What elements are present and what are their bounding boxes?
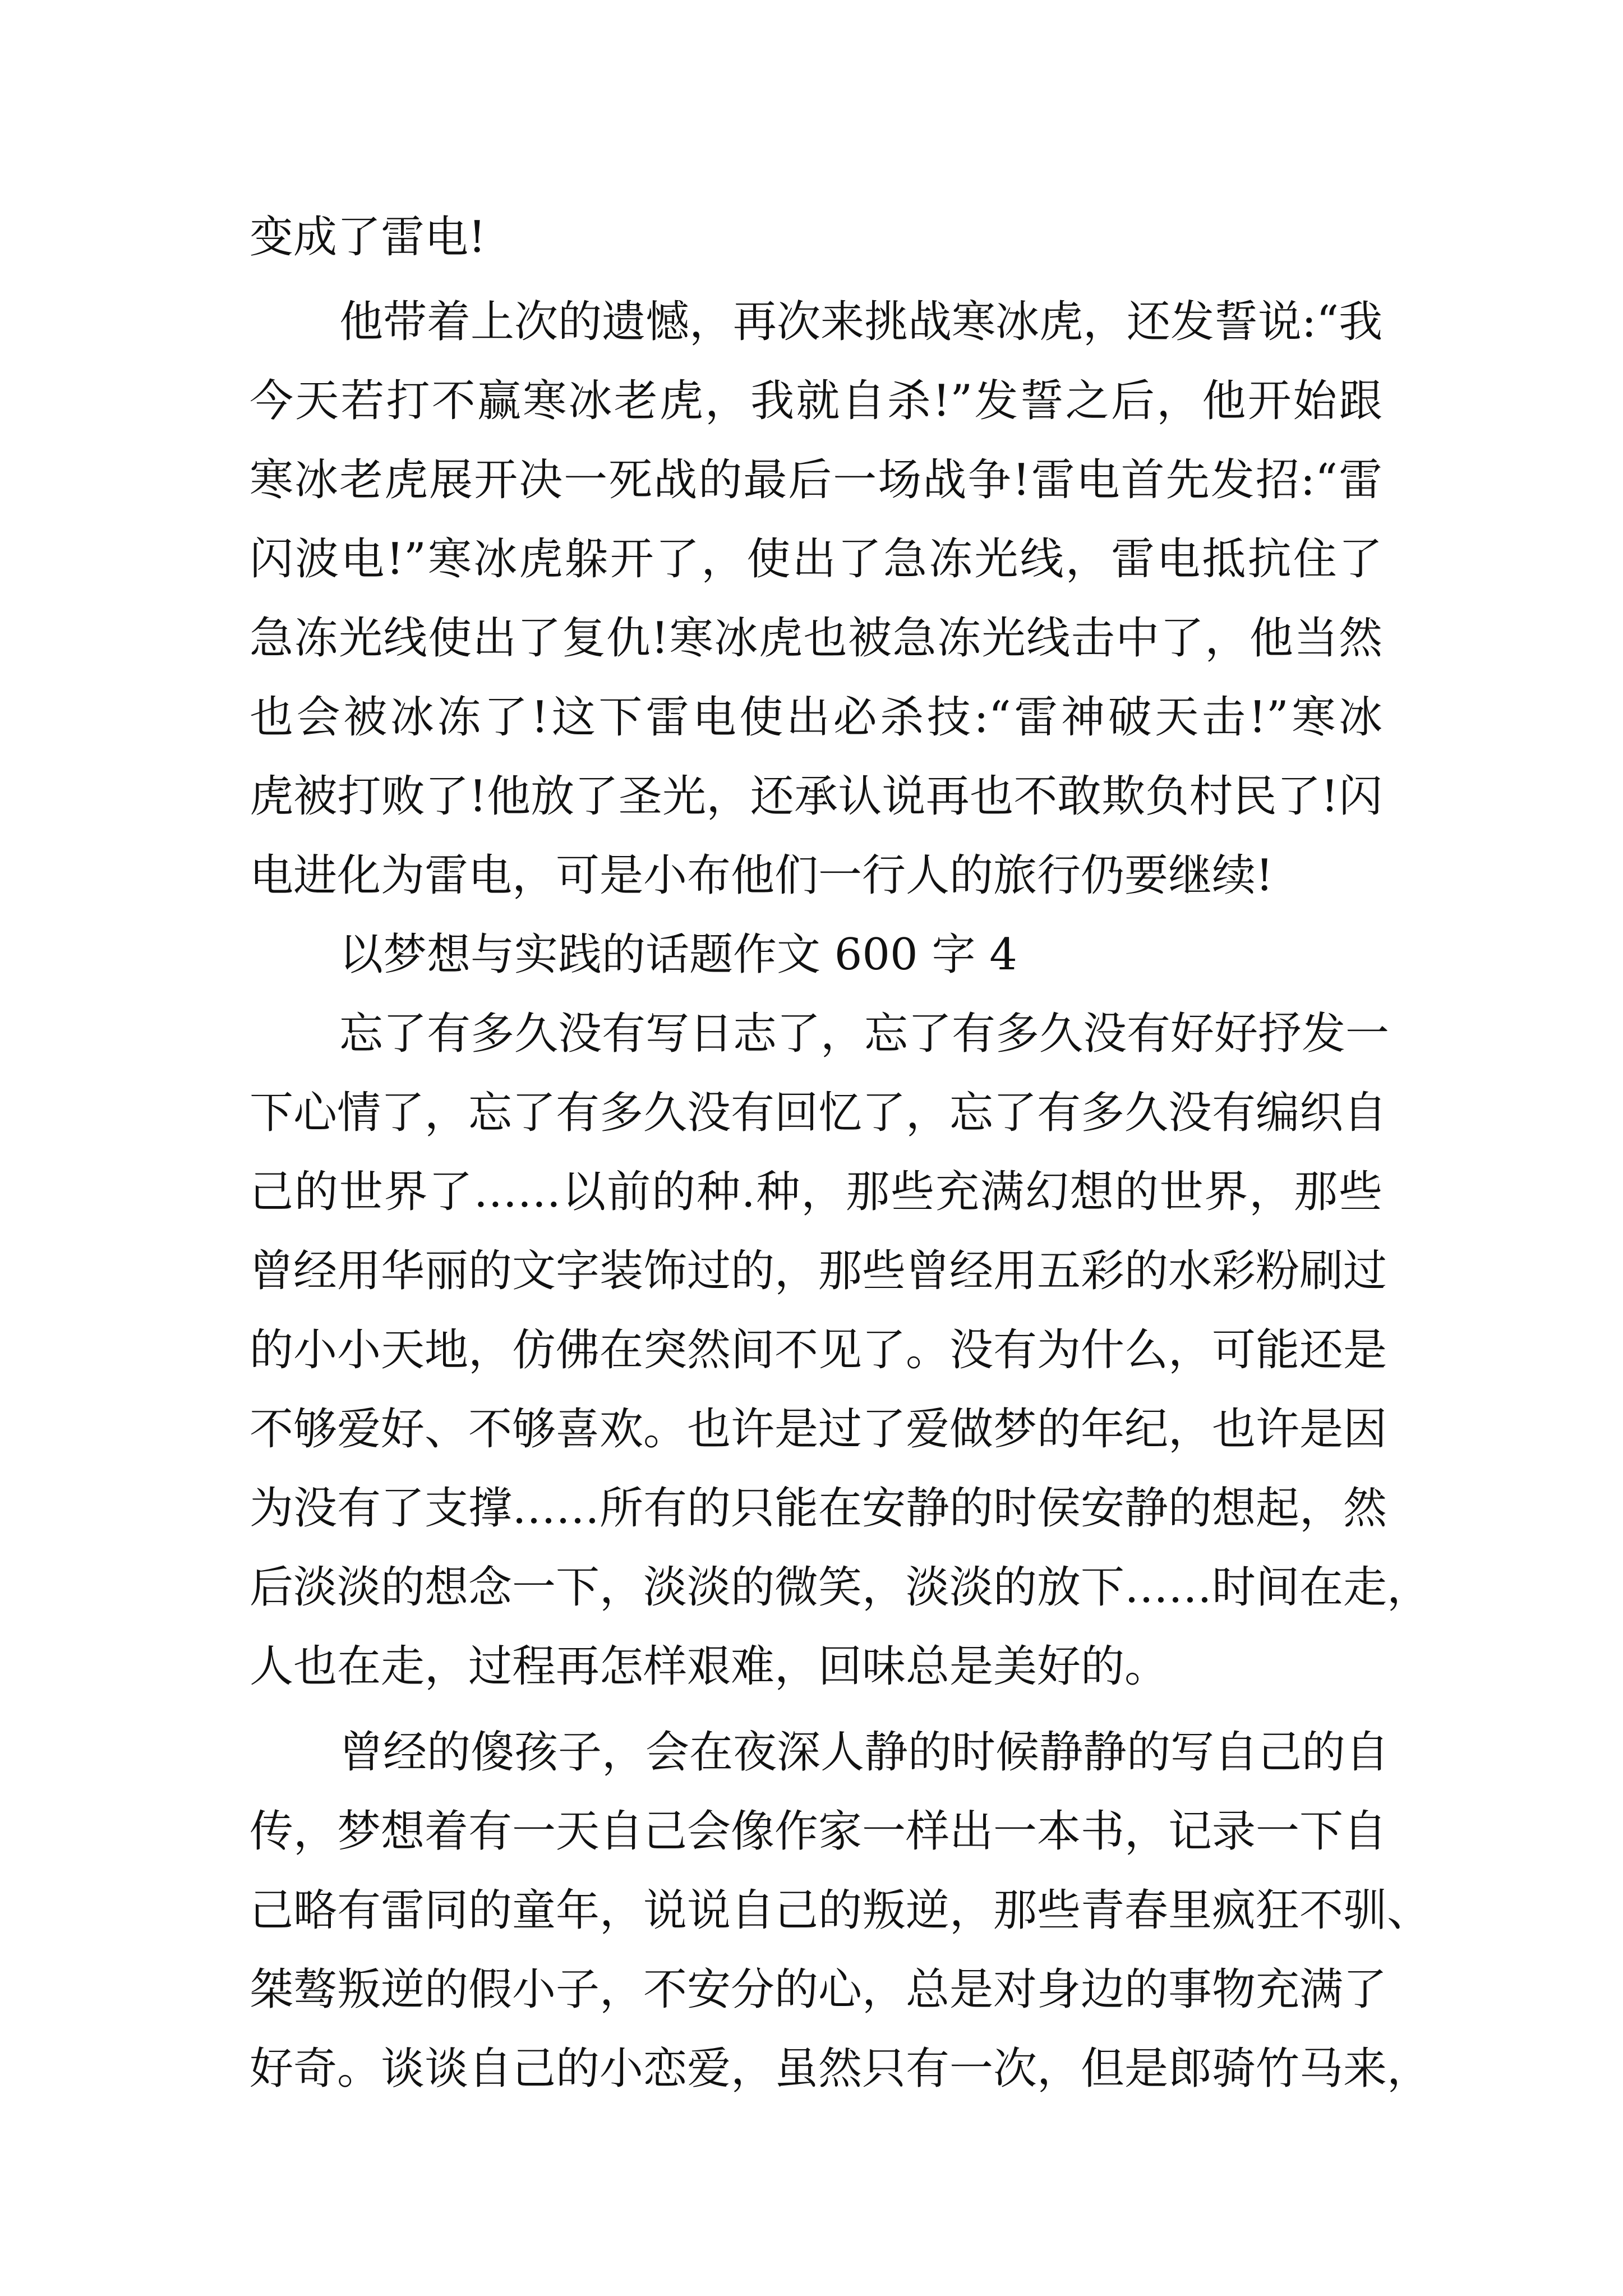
- text-line: 传，梦想着有一天自己会像作家一样出一本书，记录一下自: [250, 1806, 1387, 1857]
- text-line: 曾经用华丽的文字装饰过的，那些曾经用五彩的水彩粉刷过: [250, 1246, 1387, 1296]
- text-line: 寒冰老虎展开决一死战的最后一场战争!雷电首先发招:“雷: [250, 455, 1382, 505]
- text-line: 己略有雷同的童年，说说自己的叛逆，那些青春里疯狂不驯、: [250, 1885, 1431, 1936]
- text-line: 急冻光线使出了复仇!寒冰虎也被急冻光线击中了，他当然: [250, 613, 1382, 664]
- paragraph-first-line: 他带着上次的遗憾，再次来挑战寒冰虎，还发誓说:“我: [339, 297, 1383, 347]
- text-line: 好奇。谈谈自己的小恋爱，虽然只有一次，但是郎骑竹马来，: [250, 2044, 1431, 2094]
- text-line: 电进化为雷电，可是小布他们一行人的旅行仍要继续!: [250, 850, 1274, 901]
- text-line: 下心情了，忘了有多久没有回忆了，忘了有多久没有编织自: [250, 1088, 1387, 1138]
- text-line: 桀骜叛逆的假小子，不安分的心，总是对身边的事物充满了: [250, 1964, 1387, 2015]
- text-line: 今天若打不赢寒冰老虎，我就自杀!”发誓之后，他开始跟: [250, 376, 1382, 426]
- text-line: 的小小天地，仿佛在突然间不见了。没有为什么，可能还是: [250, 1325, 1387, 1375]
- paragraph-first-line: 曾经的傻孩子，会在夜深人静的时候静静的写自己的自: [339, 1727, 1390, 1778]
- section-heading: 以梦想与实践的话题作文 600 字 4: [339, 930, 1017, 980]
- text-line: 不够爱好、不够喜欢。也许是过了爱做梦的年纪，也许是因: [250, 1404, 1387, 1455]
- text-line: 己的世界了……以前的种.种，那些充满幻想的世界，那些: [250, 1167, 1382, 1217]
- text-line: 为没有了支撑……所有的只能在安静的时侯安静的想起，然: [250, 1483, 1387, 1534]
- text-line: 也会被冰冻了!这下雷电使出必杀技:“雷神破天击!”寒冰: [250, 692, 1382, 743]
- paragraph-first-line: 忘了有多久没有写日志了，忘了有多久没有好好抒发一: [339, 1009, 1390, 1059]
- text-line: 闪波电!”寒冰虎躲开了，使出了急冻光线，雷电抵抗住了: [250, 534, 1382, 585]
- text-line: 后淡淡的想念一下，淡淡的微笑，淡淡的放下……时间在走，: [250, 1562, 1431, 1613]
- text-line: 变成了雷电!: [250, 212, 486, 263]
- text-line: 虎被打败了!他放了圣光，还承认说再也不敢欺负村民了!闪: [250, 771, 1382, 822]
- text-line: 人也在走，过程再怎样艰难，回味总是美好的。: [250, 1641, 1169, 1692]
